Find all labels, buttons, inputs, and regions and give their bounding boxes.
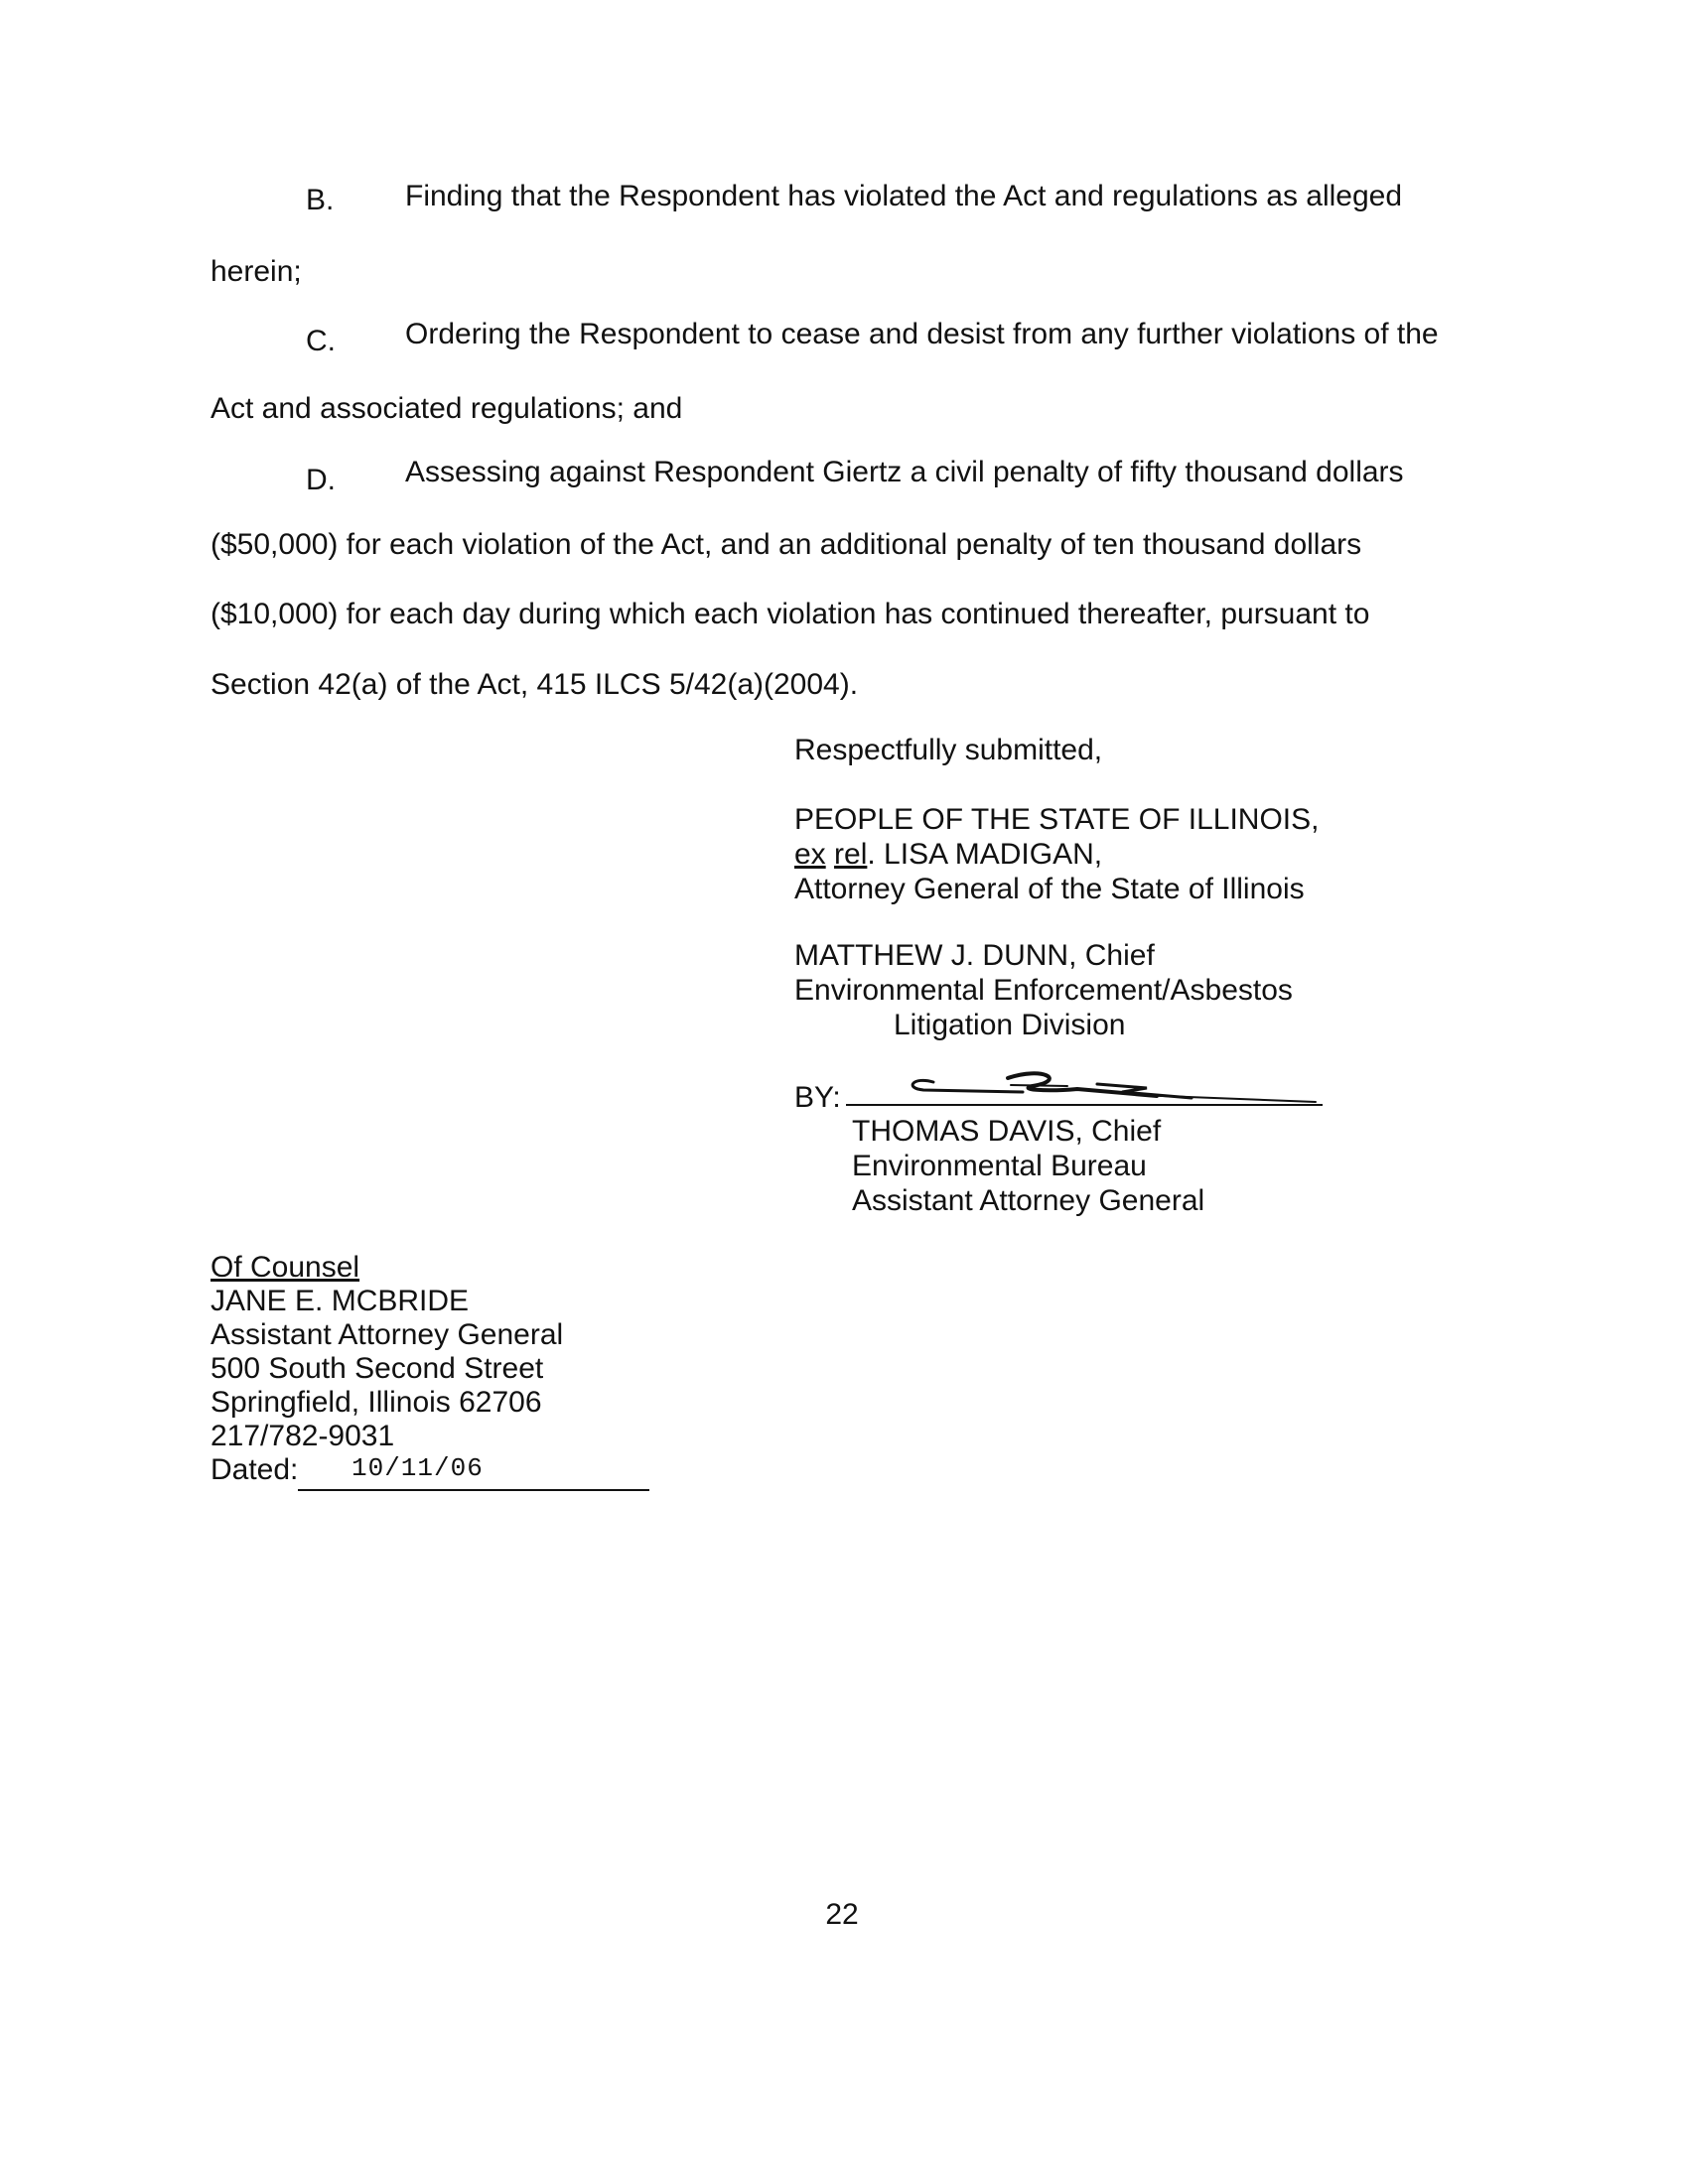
- paragraph-b-letter: B.: [306, 184, 335, 216]
- ex-rel-name: . LISA MADIGAN,: [867, 838, 1103, 871]
- paragraph-d-letter: D.: [306, 464, 336, 496]
- signer-bureau: Environmental Bureau: [852, 1150, 1147, 1182]
- party-name: [794, 802, 1319, 906]
- signer-title: Assistant Attorney General: [852, 1184, 1205, 1217]
- counsel-city: Springfield, Illinois 62706: [210, 1386, 542, 1419]
- division-line-2: Litigation Division: [894, 1009, 1126, 1041]
- paragraph-c-line-1: Ordering the Respondent to cease and desist from any further violations of the: [405, 318, 1439, 350]
- handwritten-signature: [894, 1052, 1331, 1112]
- paragraph-b-line-2: herein;: [210, 255, 302, 288]
- chief-block: [794, 938, 1293, 1042]
- counsel-heading: Of Counsel: [210, 1251, 360, 1284]
- paragraph-d-line-4: Section 42(a) of the Act, 415 ILCS 5/42(a)(2004).: [210, 668, 859, 701]
- paragraph-d-line-1: Assessing against Respondent Giertz a civil penalty of fifty thousand dollars: [405, 456, 1404, 488]
- paragraph-d-line-3: ($10,000) for each day during which each violation has continued thereafter, pursuant to: [210, 598, 1370, 630]
- counsel-title: Assistant Attorney General: [210, 1318, 564, 1351]
- page-number: 22: [825, 1898, 859, 1931]
- counsel-street: 500 South Second Street: [210, 1352, 544, 1385]
- paragraph-c-line-2: Act and associated regulations; and: [210, 392, 683, 425]
- paragraph-b-line-1: Finding that the Respondent has violated the Act and regulations as alleged: [405, 180, 1403, 212]
- ex-rel-line: [794, 837, 1319, 872]
- signer-name: THOMAS DAVIS, Chief: [852, 1115, 1162, 1148]
- signer-block: [852, 1114, 1204, 1218]
- ag-title: Attorney General of the State of Illinois: [794, 873, 1305, 905]
- dated-label: Dated:: [210, 1453, 299, 1486]
- ex-text: ex: [794, 838, 826, 871]
- counsel-block: [210, 1251, 563, 1487]
- division-line-1: Environmental Enforcement/Asbestos: [794, 974, 1293, 1007]
- paragraph-d-line-2: ($50,000) for each violation of the Act, and an additional penalty of ten thousand dollars: [210, 528, 1362, 561]
- chief-name: MATTHEW J. DUNN, Chief: [794, 939, 1155, 972]
- signature-line: [846, 1104, 1323, 1106]
- dated-value: 10/11/06: [351, 1453, 484, 1483]
- date-line: [298, 1489, 649, 1491]
- by-label: BY:: [794, 1081, 841, 1114]
- paragraph-c-letter: C.: [306, 325, 336, 357]
- counsel-name: JANE E. MCBRIDE: [210, 1285, 470, 1317]
- closing-text: Respectfully submitted,: [794, 734, 1103, 766]
- party-line: PEOPLE OF THE STATE OF ILLINOIS,: [794, 803, 1320, 836]
- counsel-phone: 217/782-9031: [210, 1420, 395, 1452]
- rel-text: rel: [834, 838, 868, 871]
